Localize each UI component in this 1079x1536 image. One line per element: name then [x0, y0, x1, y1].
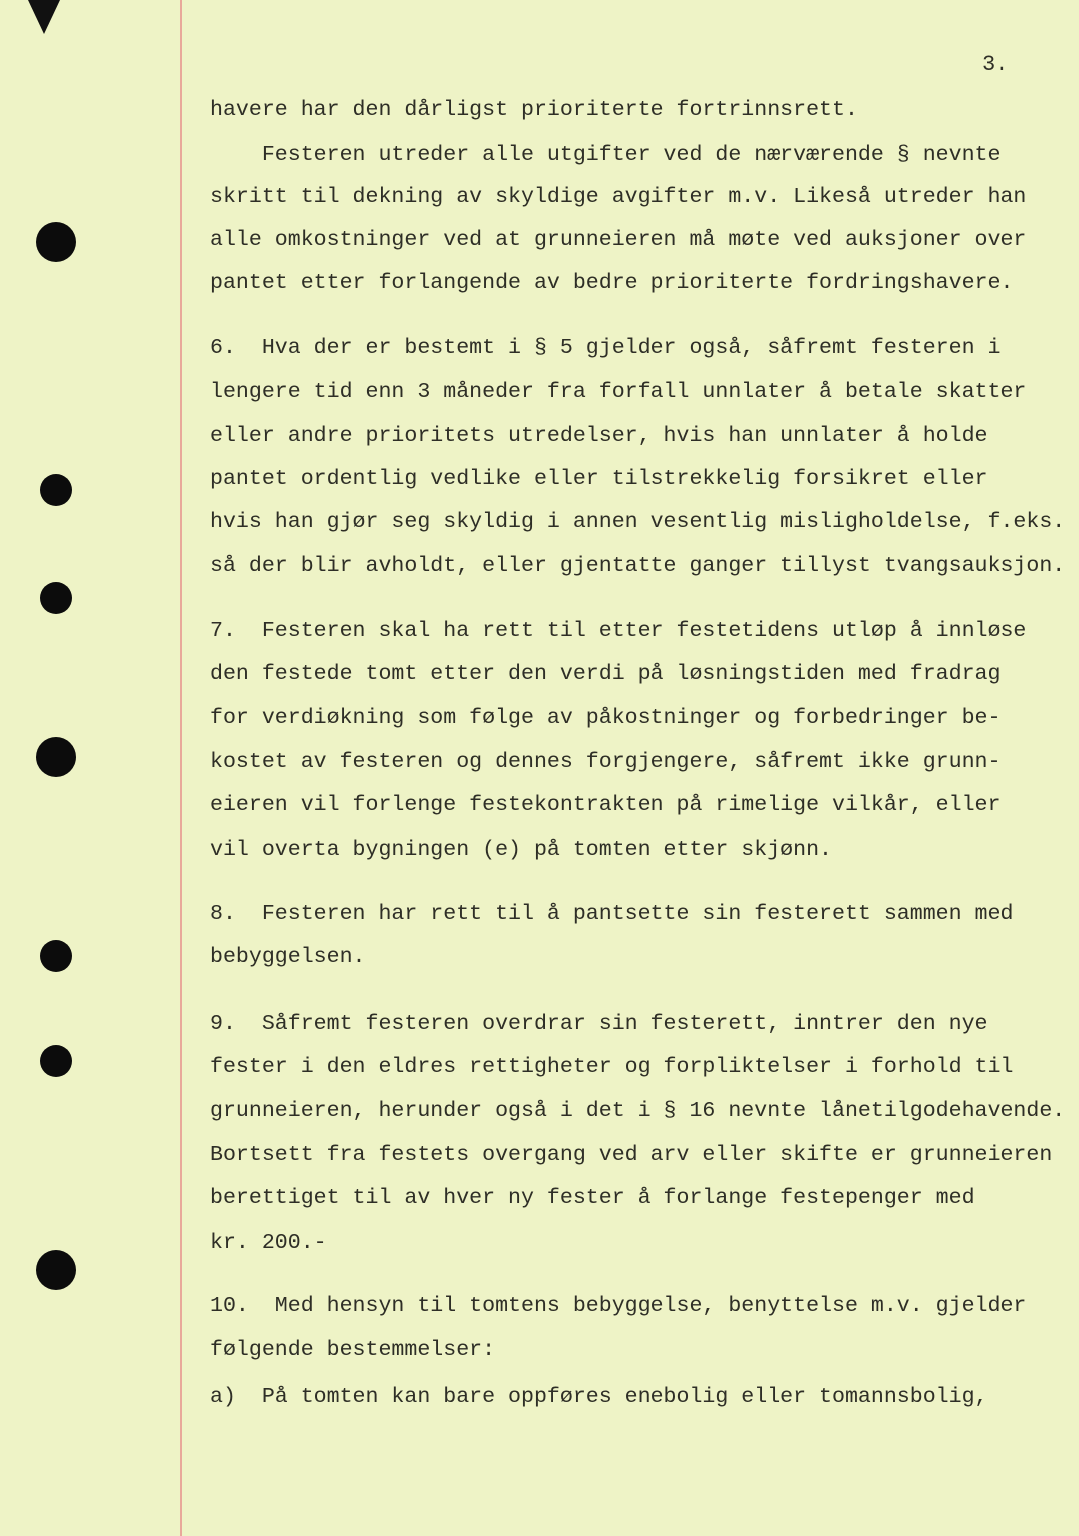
punch-hole [36, 1250, 76, 1290]
text-line: pantet etter forlangende av bedre prioriterte fordringshavere. [210, 271, 1014, 295]
punch-hole [36, 222, 76, 262]
text-line: hvis han gjør seg skyldig i annen vesentlig misligholdelse, f.eks. [210, 510, 1066, 534]
text-line: 7. Festeren skal ha rett til etter festetidens utløp å innløse [210, 619, 1027, 643]
punch-hole [36, 737, 76, 777]
text-line: havere har den dårligst prioriterte fortrinnsrett. [210, 98, 858, 122]
text-line: pantet ordentlig vedlike eller tilstrekkelig forsikret eller [210, 467, 988, 491]
text-line: berettiget til av hver ny fester å forlange festepenger med [210, 1186, 975, 1210]
text-line: følgende bestemmelser: [210, 1338, 496, 1362]
text-line: 9. Såfremt festeren overdrar sin festerett, inntrer den nye [210, 1012, 988, 1036]
text-line: kr. 200.- [210, 1231, 327, 1255]
corner-mark [28, 0, 60, 34]
text-line: Festeren utreder alle utgifter ved de nærværende § nevnte [210, 143, 1001, 167]
punch-hole [40, 1045, 72, 1077]
text-line: skritt til dekning av skyldige avgifter m.v. Likeså utreder han [210, 185, 1027, 209]
page-number: 3. [982, 52, 1009, 77]
text-line: grunneieren, herunder også i det i § 16 nevnte lånetilgodehavende. [210, 1099, 1066, 1123]
text-line: Bortsett fra festets overgang ved arv eller skifte er grunneieren [210, 1143, 1053, 1167]
margin-line [180, 0, 182, 1536]
text-line: eieren vil forlenge festekontrakten på rimelige vilkår, eller [210, 793, 1001, 817]
text-line: kostet av festeren og dennes forgjengere, såfremt ikke grunn- [210, 750, 1001, 774]
text-line: den festede tomt etter den verdi på løsningstiden med fradrag [210, 662, 1001, 686]
punch-hole [40, 940, 72, 972]
text-line: a) På tomten kan bare oppføres enebolig eller tomannsbolig, [210, 1385, 988, 1409]
punch-hole [40, 474, 72, 506]
text-line: lengere tid enn 3 måneder fra forfall unnlater å betale skatter [210, 380, 1027, 404]
text-line: så der blir avholdt, eller gjentatte ganger tillyst tvangsauksjon. [210, 554, 1066, 578]
text-line: eller andre prioritets utredelser, hvis han unnlater å holde [210, 424, 988, 448]
text-line: for verdiøkning som følge av påkostninger og forbedringer be- [210, 706, 1001, 730]
text-line: vil overta bygningen (e) på tomten etter skjønn. [210, 838, 833, 862]
text-line: bebyggelsen. [210, 945, 366, 969]
text-line: alle omkostninger ved at grunneieren må møte ved auksjoner over [210, 228, 1027, 252]
text-line: 8. Festeren har rett til å pantsette sin festerett sammen med [210, 902, 1014, 926]
text-line: 6. Hva der er bestemt i § 5 gjelder også, såfremt festeren i [210, 336, 1001, 360]
text-line: 10. Med hensyn til tomtens bebyggelse, benyttelse m.v. gjelder [210, 1294, 1027, 1318]
text-line: fester i den eldres rettigheter og forpliktelser i forhold til [210, 1055, 1014, 1079]
punch-hole [40, 582, 72, 614]
